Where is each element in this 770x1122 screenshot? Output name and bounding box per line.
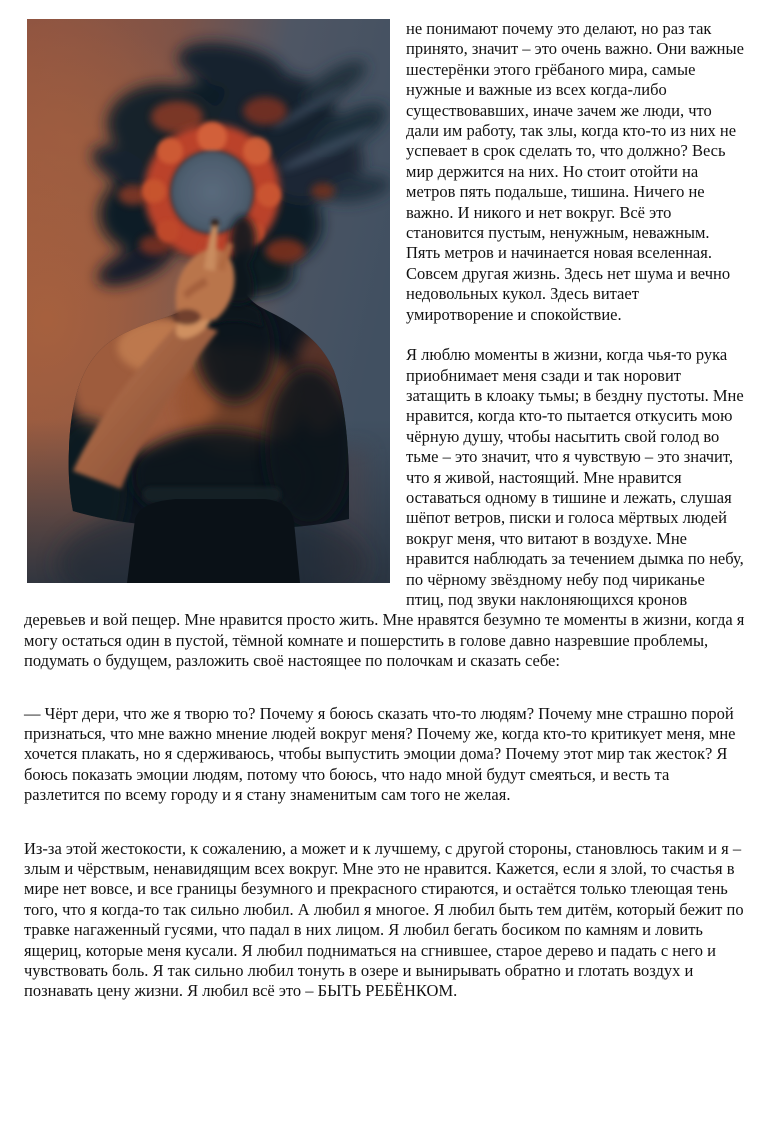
article-paragraph-1: не понимают почему это делают, но раз так принято, значит – это очень важно. Они важные шестерёнки этого грёбаного мира, самые нужные и важные из всех когда-либо существовавших, иначе зачем же люди, что дали им работу, так злы, когда кто-то из них не успевает в срок сделать то, что должно? Весь мир держится на них. Но стоит отойти на метров пять подальше, тишина. Ничего не важно. И никого и нет вокруг. Всё это становится пустым, ненужным, неважным. Пять метров и начинается новая вселенная. Совсем другая жизнь. Здесь нет шума и вечно недовольных кукол. Здесь витает умиротворение и спокойствие. [406, 19, 744, 324]
article-paragraph-3: — Чёрт дери, что же я творю то? Почему я боюсь сказать что-то людям? Почему мне страшно порой признаться, что мне важно мнение людей вокруг меня? Почему же, когда кто-то критикует меня, мне хочется плакать, но я сдерживаюсь, чтобы выпустить эмоции дома? Почему этот мир так жесток? Я боюсь показать эмоции людям, потому что боюсь, что надо мной будут смеяться, и весть та разлетится по всему городу и я стану знаменитым сам того не желая. [24, 703, 736, 805]
article-paragraph-4: Из-за этой жестокости, к сожалению, а может и к лучшему, с другой стороны, становлюсь таким и я – злым и чёрствым, ненавидящим всех вокруг. Мне это не нравится. Кажется, если я злой, то счастья в мире нет вовсе, и все границы безумного и прекрасного стираются, и остаётся только тлеющая тень того, что я когда-то так сильно любил. А любил я многое. Я любил быть тем дитём, который бежит по травке нагаженный гусями, что падал в них лицом. Я любил бегать босиком по камням и ловить ящериц, которые меня кусали. Я любил подниматься на сгнившее, старое дерево и падать с него и чувствовать боль. Я так сильно любил тонуть в озере и вынирывать обратно и глотать воздух и познавать цену жизни. Я любил всё это – БЫТЬ РЕБЁНКОМ. [24, 838, 744, 1001]
artwork-image [27, 19, 390, 583]
faceless-figure-painting [27, 19, 390, 583]
article-paragraph-2: Я люблю моменты в жизни, когда чья-то рука приобнимает меня сзади и так норовит затащить в клоаку тьмы; в бездну пустоты. Мне нравится, когда кто-то пытается откусить мою чёрную душу, чтобы насытить свой голод во тьме – это значит, что я чувствую – это значит, что я живой, настоящий. Мне нравится оставаться одному в тишине и лежать, слушая шёпот ветров, писки и голоса мёртвых людей вокруг меня, что витают в воздухе. Мне нравится наблюдать за течением дымка по небу, по чёрному звёздному небу под чириканье птиц, под звуки наклоняющихся кронов деревьев и вой пещер. Мне нравится просто жить. Мне нравятся безумно те моменты в жизни, когда я могу остаться один в пустой, тёмной комнате и пошерстить в голове давно назревшие проблемы, подумать о будущем, разложить своё настоящее по полочкам и сказать себе: [24, 345, 745, 671]
